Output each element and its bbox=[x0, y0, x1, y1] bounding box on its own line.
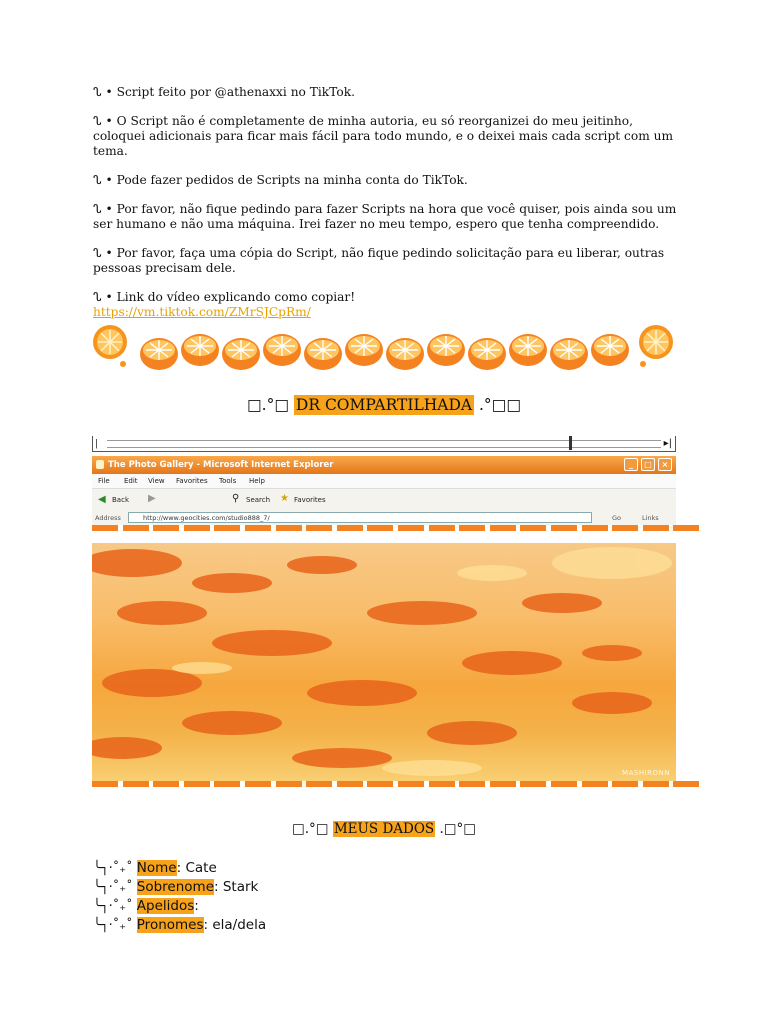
orange-slice-icon bbox=[386, 338, 424, 370]
dash-segment bbox=[123, 781, 149, 787]
menu-edit[interactable]: Edit bbox=[124, 477, 138, 485]
intro-paragraph: ᔐ • Por favor, não fique pedindo para fazer Scripts na hora que você quiser, pois ainda sou um ser humano e não uma máquina. Irei fazer no meu tempo, espero que tenha compreendido. bbox=[93, 202, 677, 231]
orange-slice-icon bbox=[263, 334, 301, 366]
tiktok-link[interactable]: https://vm.tiktok.com/ZMrSJCpRm/ bbox=[93, 305, 311, 319]
scroll-right-icon[interactable]: ▸| bbox=[663, 438, 672, 449]
dash-segment bbox=[184, 781, 210, 787]
dash-segment bbox=[673, 525, 699, 531]
dash-segment bbox=[459, 525, 485, 531]
list-item: ╰┐·˚₊˚ Nome: Cate bbox=[93, 860, 217, 876]
dash-border-bottom bbox=[92, 781, 676, 787]
dash-segment bbox=[214, 525, 240, 531]
dash-border-top bbox=[92, 525, 676, 531]
field-label: Sobrenome bbox=[136, 879, 215, 895]
dash-segment bbox=[551, 525, 577, 531]
menu-view[interactable]: View bbox=[148, 477, 165, 485]
dash-segment bbox=[398, 781, 424, 787]
dash-segment bbox=[582, 525, 608, 531]
links-button[interactable]: Links bbox=[642, 514, 659, 522]
orange-slice-icon bbox=[140, 338, 178, 370]
menu-favorites[interactable]: Favorites bbox=[176, 477, 208, 485]
intro-paragraph: ᔐ • O Script não é completamente de minha autoria, eu só reorganizei do meu jeitinho, coloquei adicionais para ficar mais fácil para todo mundo, e o deixei mais cada script com um tema. bbox=[93, 114, 674, 158]
address-bar bbox=[92, 511, 676, 525]
favorites-icon[interactable]: ★ bbox=[280, 493, 289, 504]
dash-segment bbox=[245, 525, 271, 531]
field-value: : ela/dela bbox=[203, 917, 267, 933]
field-value: : Stark bbox=[214, 879, 259, 895]
dash-segment bbox=[398, 525, 424, 531]
orange-divider bbox=[92, 322, 676, 374]
dash-segment bbox=[612, 525, 638, 531]
close-button[interactable]: × bbox=[658, 458, 672, 471]
section-heading: DR COMPARTILHADA bbox=[295, 396, 473, 414]
orange-slice-icon bbox=[591, 334, 629, 366]
scrollbar[interactable] bbox=[92, 436, 676, 452]
section-title-dr: □.°□ DR COMPARTILHADA .°□□ bbox=[247, 396, 521, 414]
dash-segment bbox=[153, 781, 179, 787]
dash-segment bbox=[306, 525, 332, 531]
orange-slice-icon bbox=[181, 334, 219, 366]
dash-segment bbox=[306, 781, 332, 787]
dash-segment bbox=[92, 781, 118, 787]
minimize-button[interactable]: _ bbox=[624, 458, 638, 471]
window-title: The Photo Gallery - Microsoft Internet Explorer bbox=[108, 460, 334, 470]
scroll-thumb[interactable] bbox=[569, 436, 572, 450]
section-title-dados: □.°□ MEUS DADOS .□°□ bbox=[292, 821, 476, 837]
field-label: Nome bbox=[136, 860, 177, 876]
orange-slice-icon bbox=[222, 338, 260, 370]
section-heading: MEUS DADOS bbox=[333, 821, 435, 837]
dash-segment bbox=[643, 525, 669, 531]
dash-segment bbox=[123, 525, 149, 531]
dash-segment bbox=[490, 525, 516, 531]
field-value: : Cate bbox=[176, 860, 217, 876]
dash-segment bbox=[673, 781, 699, 787]
image-watermark: MASHIRONN bbox=[622, 769, 670, 777]
browser-toolbar bbox=[92, 488, 676, 512]
forward-icon[interactable]: ▶ bbox=[148, 493, 156, 504]
cloud-layer bbox=[92, 543, 676, 781]
dash-segment bbox=[520, 781, 546, 787]
browser-window-image bbox=[92, 436, 676, 788]
dash-segment bbox=[643, 781, 669, 787]
dash-segment bbox=[367, 525, 393, 531]
dash-segment bbox=[459, 781, 485, 787]
dash-segment bbox=[337, 781, 363, 787]
dash-segment bbox=[612, 781, 638, 787]
dash-segment bbox=[490, 781, 516, 787]
ie-icon bbox=[96, 460, 104, 469]
dash-segment bbox=[245, 781, 271, 787]
list-item: ╰┐·˚₊˚ Sobrenome: Stark bbox=[93, 879, 259, 895]
dash-segment bbox=[92, 525, 118, 531]
dash-segment bbox=[520, 525, 546, 531]
dados-list bbox=[93, 859, 266, 935]
orange-half-icon bbox=[639, 325, 673, 367]
orange-slice-icon bbox=[427, 334, 465, 366]
dash-segment bbox=[214, 781, 240, 787]
dash-segment bbox=[153, 525, 179, 531]
intro-paragraph: ᔐ • Por favor, faça uma cópia do Script, não fique pedindo solicitação para eu liberar, outras pessoas precisam dele. bbox=[93, 246, 665, 275]
field-label: Pronomes bbox=[136, 917, 204, 933]
address-label: Address bbox=[95, 514, 121, 522]
back-icon[interactable]: ◀ bbox=[98, 494, 106, 505]
scroll-left-icon[interactable]: | bbox=[95, 439, 99, 449]
intro-text bbox=[93, 85, 678, 320]
dash-segment bbox=[429, 781, 455, 787]
dash-segment bbox=[429, 525, 455, 531]
maximize-button[interactable]: □ bbox=[641, 458, 655, 471]
dash-segment bbox=[367, 781, 393, 787]
address-value: http://www.geocities.com/studio888_7/ bbox=[143, 514, 270, 522]
favorites-button[interactable]: Favorites bbox=[294, 496, 326, 504]
dash-segment bbox=[551, 781, 577, 787]
menu-bar bbox=[92, 474, 676, 488]
dash-segment bbox=[582, 781, 608, 787]
menu-tools[interactable]: Tools bbox=[219, 477, 237, 485]
list-item: ╰┐·˚₊˚ Pronomes: ela/dela bbox=[93, 917, 267, 933]
search-button[interactable]: Search bbox=[246, 496, 271, 504]
dash-segment bbox=[276, 525, 302, 531]
orange-slice-icon bbox=[550, 338, 588, 370]
intro-paragraph: ᔐ • Script feito por @athenaxxi no TikTok. bbox=[93, 85, 355, 99]
search-icon[interactable]: ⚲ bbox=[232, 493, 240, 504]
orange-slice-icon bbox=[509, 334, 547, 366]
sunset-sky-image bbox=[92, 543, 676, 781]
dash-segment bbox=[184, 525, 210, 531]
window-titlebar bbox=[92, 456, 676, 474]
field-value: : bbox=[194, 898, 199, 914]
address-field[interactable] bbox=[128, 512, 592, 523]
list-item: ╰┐·˚₊˚ Apelidos: bbox=[93, 898, 199, 914]
intro-paragraph: ᔐ • Pode fazer pedidos de Scripts na minha conta do TikTok. bbox=[93, 173, 468, 187]
dash-segment bbox=[337, 525, 363, 531]
dash-segment bbox=[276, 781, 302, 787]
go-button[interactable]: Go bbox=[612, 514, 622, 522]
menu-file[interactable]: File bbox=[98, 477, 110, 485]
menu-help[interactable]: Help bbox=[249, 477, 265, 485]
orange-half-icon bbox=[93, 325, 127, 367]
intro-paragraph: ᔐ • Link do vídeo explicando como copiar! bbox=[93, 290, 356, 304]
field-label: Apelidos bbox=[136, 898, 195, 914]
orange-slice-icon bbox=[345, 334, 383, 366]
orange-slice-icon bbox=[304, 338, 342, 370]
back-button[interactable]: Back bbox=[112, 496, 129, 504]
orange-slice-icon bbox=[468, 338, 506, 370]
